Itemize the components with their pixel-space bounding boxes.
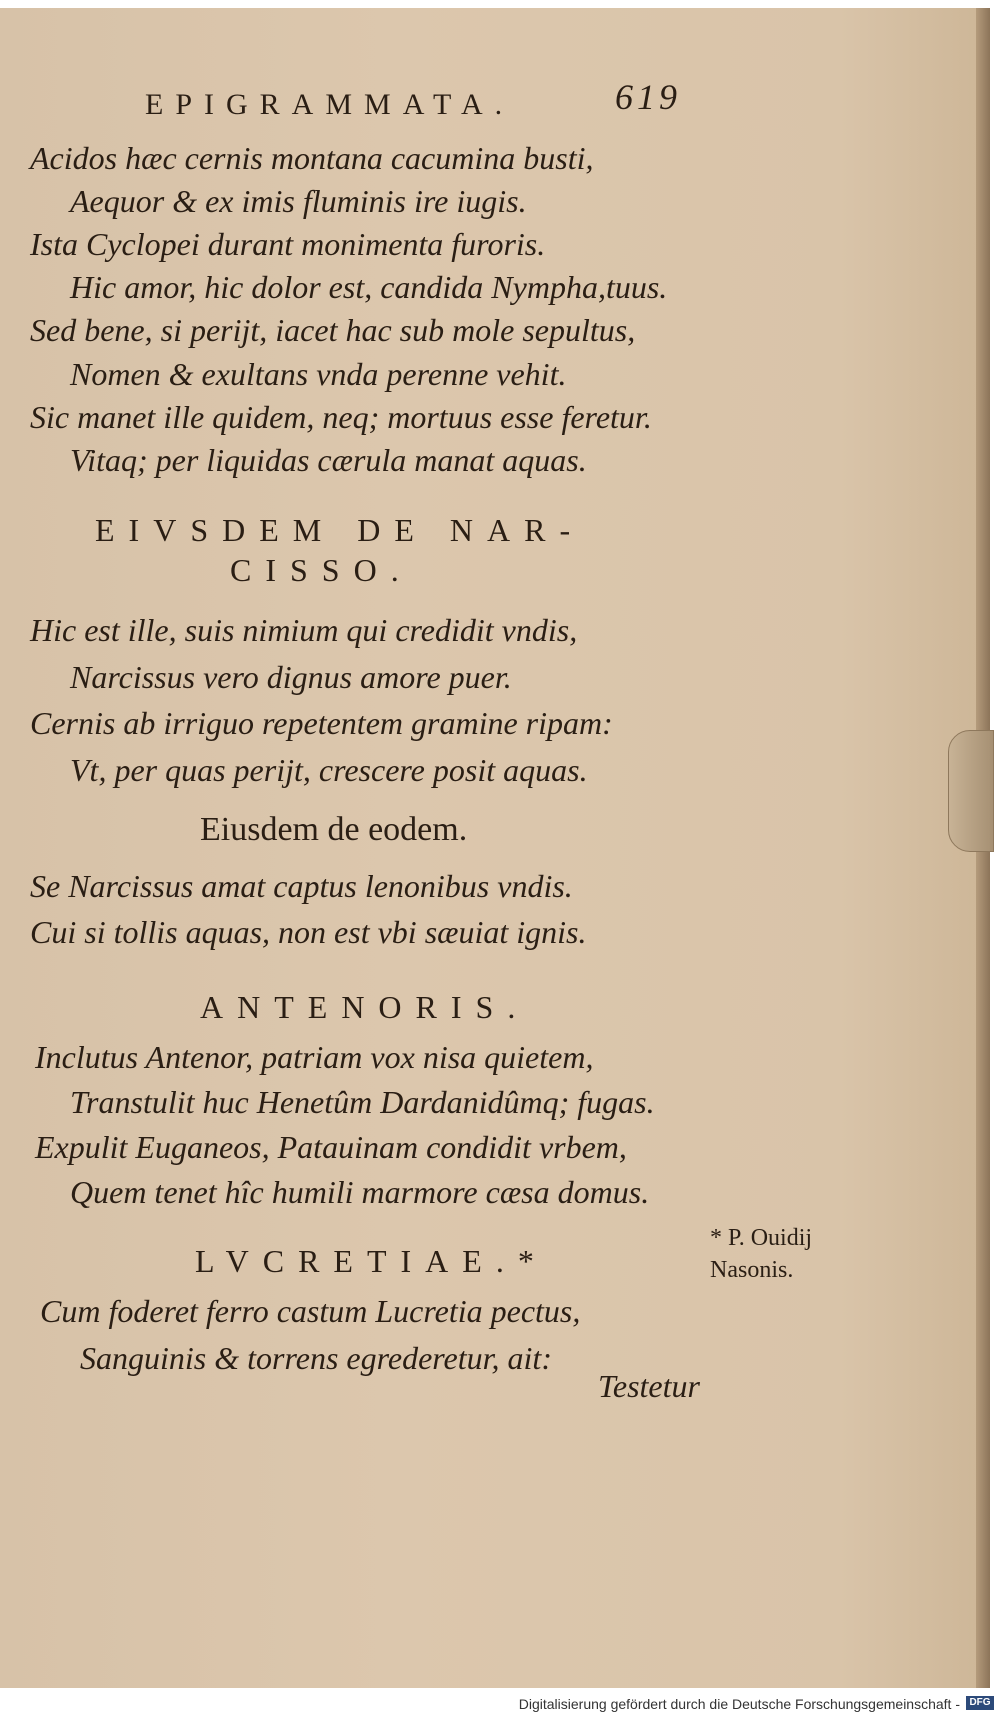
verse-line: Cum foderet ferro castum Lucretia pectus,: [40, 1293, 581, 1329]
verse-line: Expulit Euganeos, Patauinam condidit vrbem,: [35, 1129, 627, 1165]
verse-line: Cernis ab irriguo repetentem gramine ripam:: [30, 705, 613, 741]
footer-credit: Digitalisierung gefördert durch die Deutsche Forschungsgemeinschaft -: [518, 1696, 960, 1712]
verse-line: Hic amor, hic dolor est, candida Nympha,tuus.: [70, 269, 668, 305]
poem-heading: ANTENORIS.: [200, 989, 530, 1025]
verse-line: Sed bene, si perijt, iacet hac sub mole sepultus,: [30, 312, 636, 348]
verse-line: Inclutus Antenor, patriam vox nisa quietem,: [35, 1039, 594, 1075]
poem-heading: CISSO.: [230, 552, 413, 588]
verse-line: Se Narcissus amat captus lenonibus vndis.: [30, 868, 573, 904]
running-head-title: EPIGRAMMATA.: [145, 88, 515, 121]
verse-line: Acidos hæc cernis montana cacumina busti,: [30, 140, 594, 176]
page-clip-tab: [948, 730, 994, 852]
catchword: Testetur: [598, 1368, 700, 1404]
verse-line: Ista Cyclopei durant monimenta furoris.: [30, 226, 546, 262]
verse-line: Vt, per quas perijt, crescere posit aquas.: [70, 752, 588, 788]
dfg-logo-icon: DFG: [966, 1696, 994, 1710]
verse-line: Vitaq; per liquidas cærula manat aquas.: [70, 442, 587, 478]
verse-line: Nomen & exultans vnda perenne vehit.: [70, 356, 567, 392]
poem-heading: Eiusdem de eodem.: [200, 811, 468, 848]
poem-heading: LVCRETIAE.*: [195, 1243, 548, 1279]
verse-line: Aequor & ex imis fluminis ire iugis.: [70, 183, 527, 219]
verse-line: Transtulit huc Henetûm Dardanidûmq; fugas.: [70, 1084, 655, 1120]
verse-line: Quem tenet hîc humili marmore cæsa domus.: [70, 1174, 650, 1210]
poem-heading: EIVSDEM DE NAR-: [95, 512, 585, 548]
verse-line: Cui si tollis aquas, non est vbi sæuiat ignis.: [30, 914, 587, 950]
verse-line: Narcissus vero dignus amore puer.: [70, 659, 512, 695]
verse-line: Sanguinis & torrens egrederetur, ait:: [80, 1340, 552, 1376]
verse-line: Sic manet ille quidem, neq; mortuus esse feretur.: [30, 399, 652, 435]
marginal-note-line: Nasonis.: [710, 1257, 794, 1283]
marginal-note-line: * P. Ouidij: [710, 1225, 813, 1251]
page-number: 619: [615, 77, 681, 117]
verse-line: Hic est ille, suis nimium qui credidit vndis,: [30, 612, 578, 648]
